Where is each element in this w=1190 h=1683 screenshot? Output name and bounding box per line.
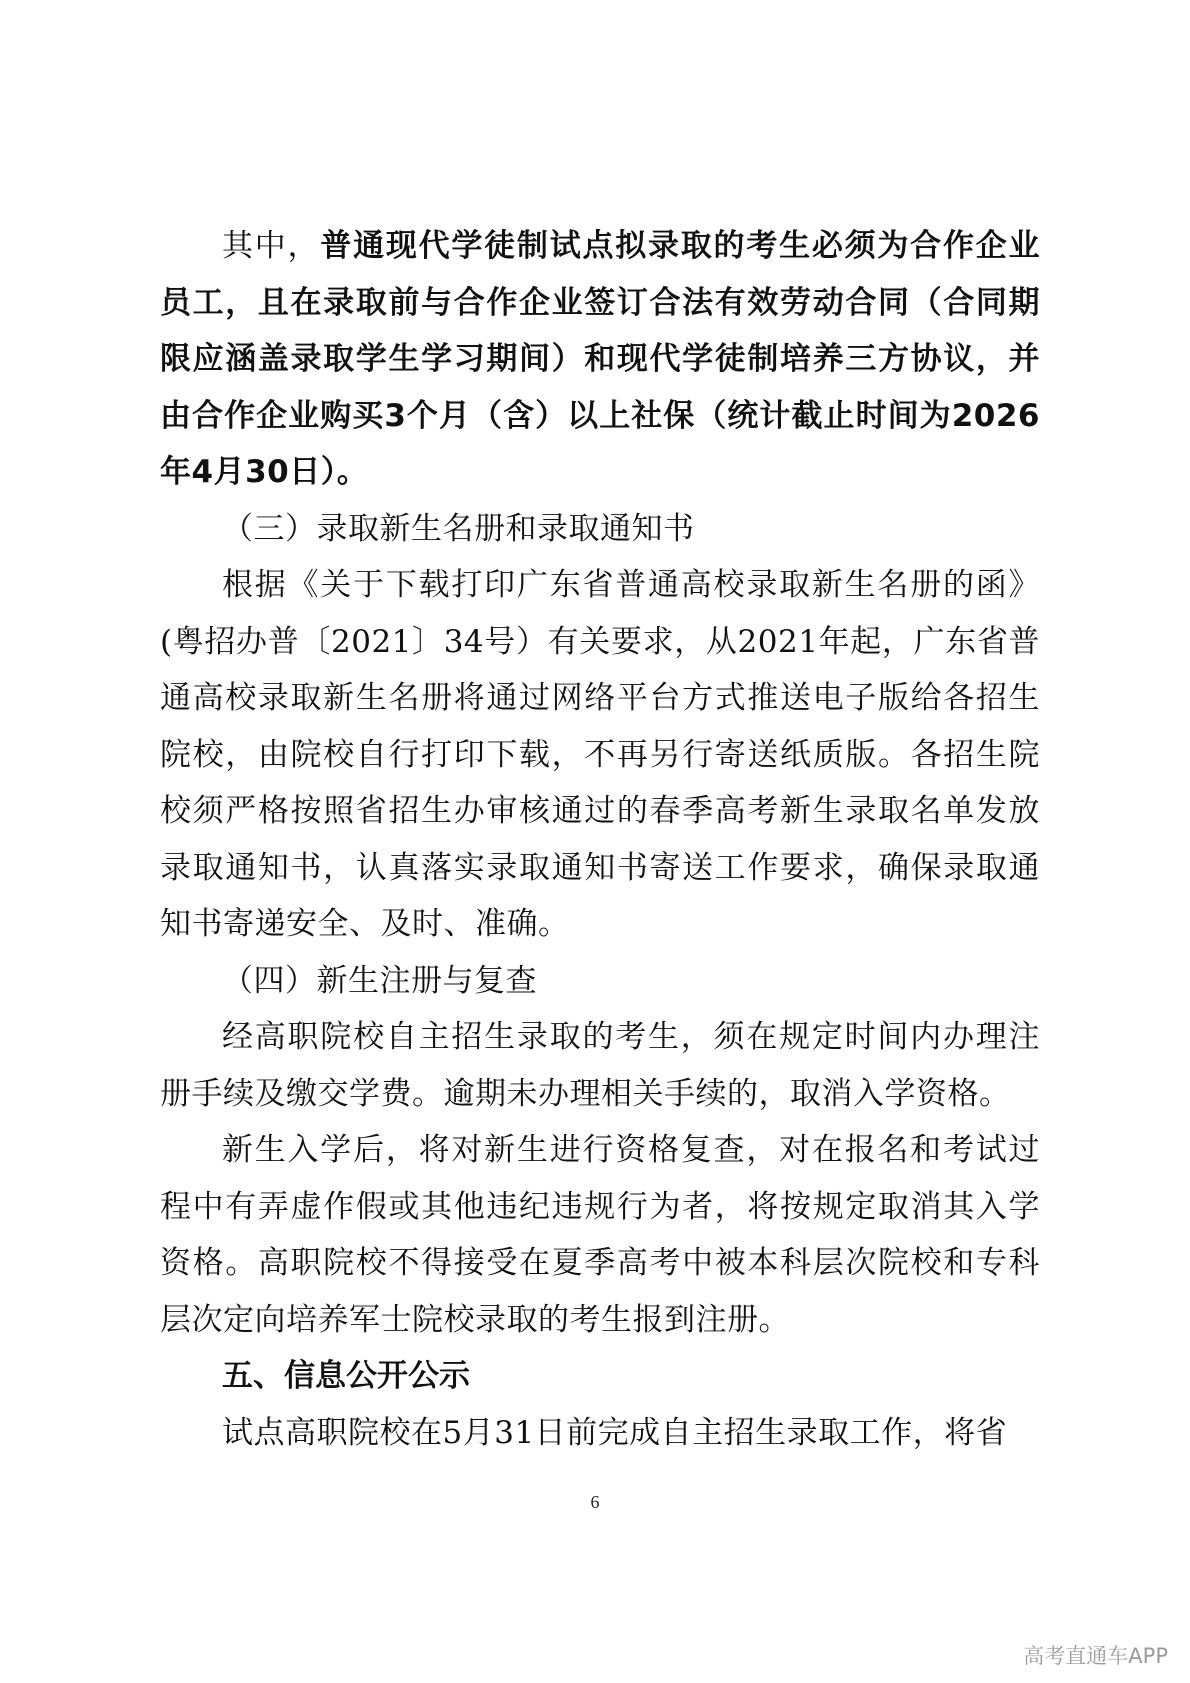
paragraph-qualification-review: 新生入学后，将对新生进行资格复查，对在报名和考试过程中有弄虚作假或其他违纪违规行为者，将按规定取消其入学资格。高职院校不得接受在夏季高考中被本科层次院校和专科层次定向培养军士院校录取的考生报到注册。 (160, 1132, 1040, 1338)
document-body (160, 218, 1040, 1461)
paragraph-apprenticeship-requirement (160, 218, 1040, 501)
paragraph-bold-text: 普通现代学徒制试点拟录取的考生必须为合作企业员工，且在录取前与合作企业签订合法有效劳动合同（合同期限应涵盖录取学生学习期间）和现代学徒制培养三方协议，并由合作企业购买3个月（含）以上社保（统计截止时间为2026年4月30日）。 (160, 228, 1040, 490)
paragraph-information-disclosure: 试点高职院校在5月31日前完成自主招生录取工作，将省 (222, 1414, 1008, 1451)
paragraph-registration: 经高职院校自主招生录取的考生，须在规定时间内办理注册手续及缴交学费。逾期未办理相关手续的，取消入学资格。 (160, 1019, 1040, 1112)
subheading-registration-review: （四）新生注册与复查 (222, 962, 537, 999)
page-number: 6 (590, 1492, 600, 1512)
paragraph-admission-roster: 根据《关于下载打印广东省普通高校录取新生名册的函》(粤招办普〔2021〕34号）有关要求，从2021年起，广东省普通高校录取新生名册将通过网络平台方式推送电子版给各招生院校，由院校自行打印下载，不再另行寄送纸质版。各招生院校须严格按照省招生办审核通过的春季高考新生录取名单发放录取通知书，认真落实录取通知书寄送工作要求，确保录取通知书寄递安全、及时、准确。 (160, 567, 1040, 942)
paragraph-lead-text: 其中， (222, 228, 321, 264)
watermark-text: 高考直通车APP (1023, 1644, 1168, 1668)
subheading-admission-roster: （三）录取新生名册和录取通知书 (222, 510, 695, 547)
section-heading-information-disclosure: 五、信息公开公示 (222, 1358, 470, 1394)
